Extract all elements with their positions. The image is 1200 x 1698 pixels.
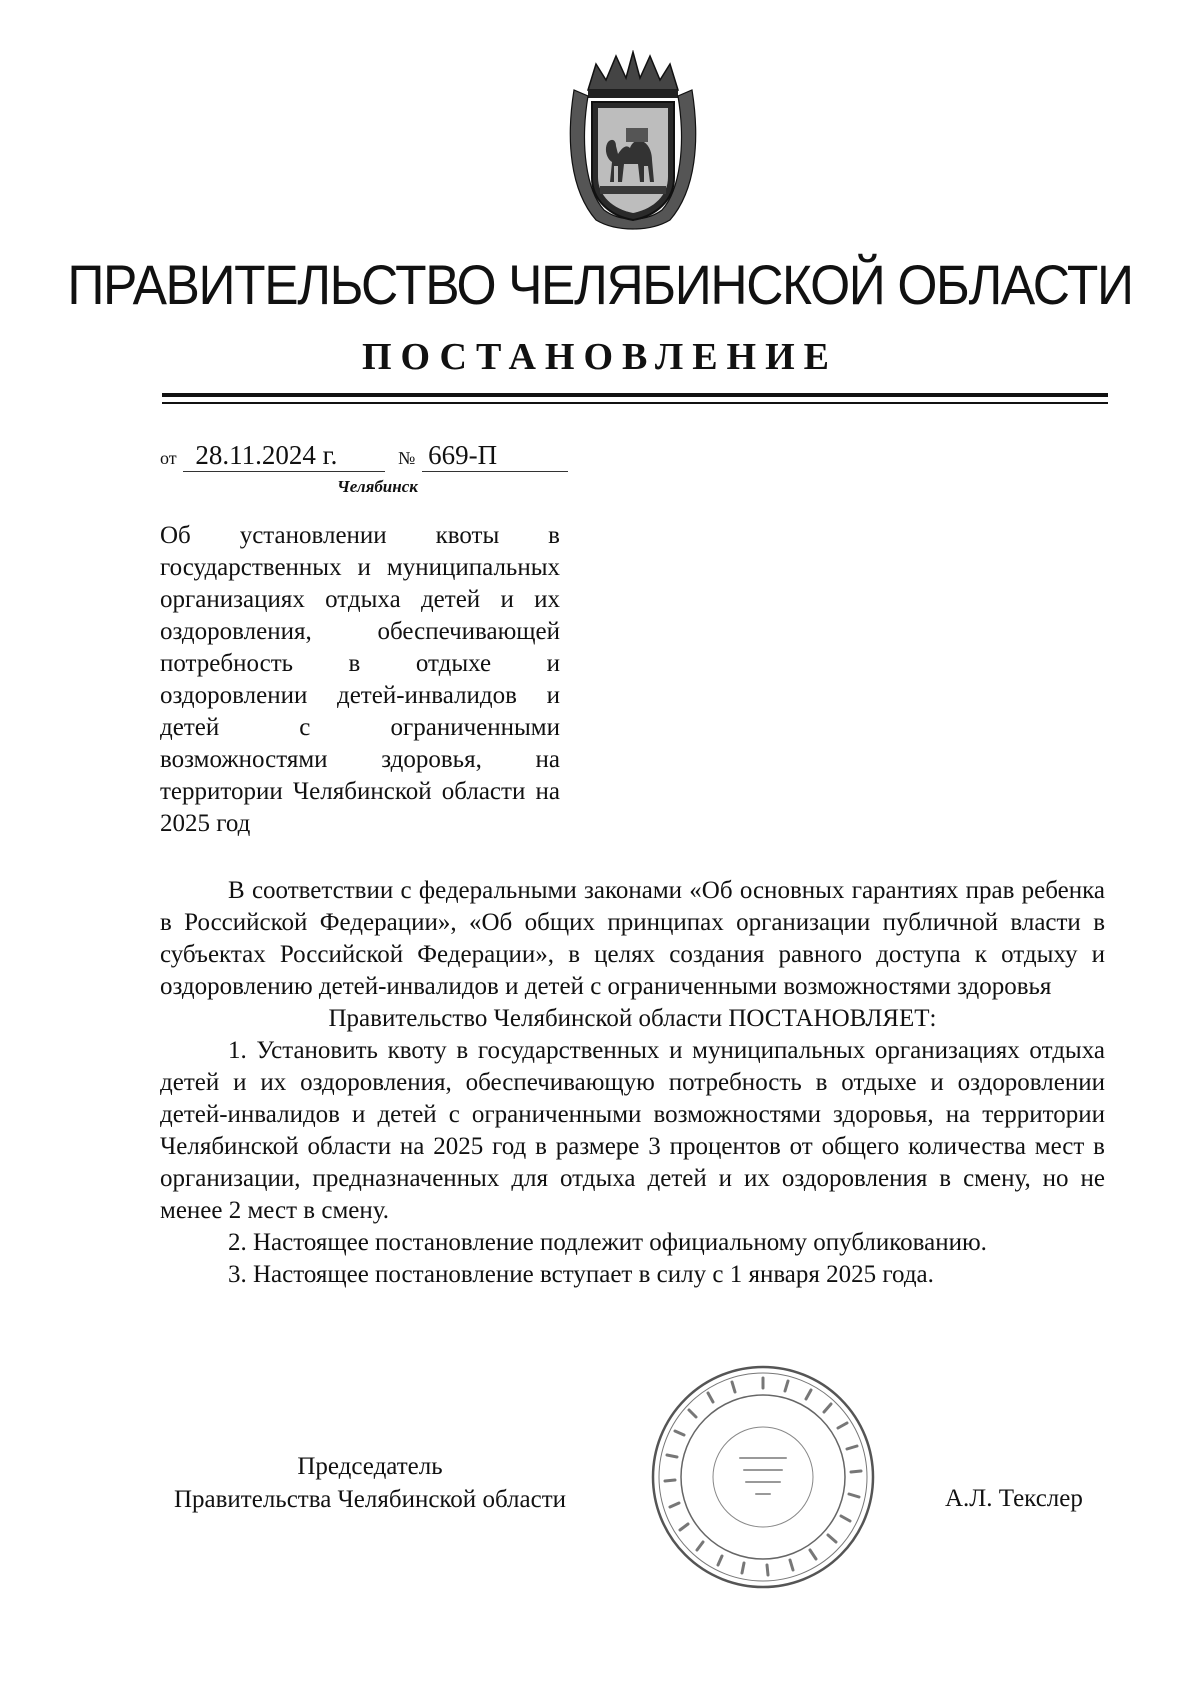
- document-type-title: ПОСТАНОВЛЕНИЕ: [361, 336, 839, 378]
- date-field: [183, 440, 385, 472]
- date-number-line: [160, 440, 568, 472]
- document-subject: Об установлении квоты в государственных и муниципальных организациях отдыха детей и их оздоровления, обеспечивающей потребность в отдыхе и оздоровлении детей-инвалидов и детей с ограниченными возможностями здоровья, на территории Челябинской области на 2025 год: [160, 522, 560, 837]
- preamble-paragraph: В соответствии с федеральными законами «Об основных гарантиях прав ребенка в Российской Федерации», «Об общих принципах организации публичной власти в субъектах Российской Федерации», в целях создания равного доступа к отдыху и оздоровлению детей-инвалидов и детей с ограниченными возможностями здоровья: [160, 877, 1105, 1000]
- number-label: №: [398, 448, 416, 468]
- header-rule-thick: [162, 393, 1108, 397]
- document-number: 669-П: [428, 440, 498, 470]
- government-title: ПРАВИТЕЛЬСТВО ЧЕЛЯБИНСКОЙ ОБЛАСТИ: [67, 253, 1133, 316]
- city-label: Челябинск: [337, 477, 418, 496]
- number-field: [422, 440, 568, 472]
- header-rule-thin: [162, 402, 1108, 404]
- year-suffix: г.: [322, 440, 338, 470]
- document-body: [160, 875, 1105, 1291]
- resolves-line: Правительство Челябинской области ПОСТАНОВЛЯЕТ:: [328, 1005, 937, 1032]
- document-date: 28.11.2024: [195, 440, 316, 470]
- coat-of-arms-emblem: [566, 50, 700, 232]
- from-label: от: [160, 448, 177, 468]
- signatory-title-line-2: Правительства Челябинской области: [173, 1486, 567, 1513]
- signatory-name: А.Л. Текслер: [945, 1485, 1083, 1512]
- signatory-title-line-1: Председатель: [297, 1453, 443, 1480]
- item-2-paragraph: 2. Настоящее постановление подлежит официальному опубликованию.: [228, 1229, 987, 1256]
- official-seal-stamp: [648, 1362, 878, 1592]
- signatory-title: [155, 1450, 585, 1516]
- item-1-paragraph: 1. Установить квоту в государственных и муниципальных организациях отдыха детей и их оздоровления, обеспечивающую потребность в отдыхе и оздоровлении детей-инвалидов и детей с ограниченными возможностями здоровья, на территории Челябинской области на 2025 год в размере 3 процентов от общего количества мест в организации, предназначенных для отдыха детей и их оздоровления в смену, но не менее 2 мест в смену.: [160, 1037, 1105, 1224]
- item-3-paragraph: 3. Настоящее постановление вступает в силу с 1 января 2025 года.: [228, 1261, 934, 1288]
